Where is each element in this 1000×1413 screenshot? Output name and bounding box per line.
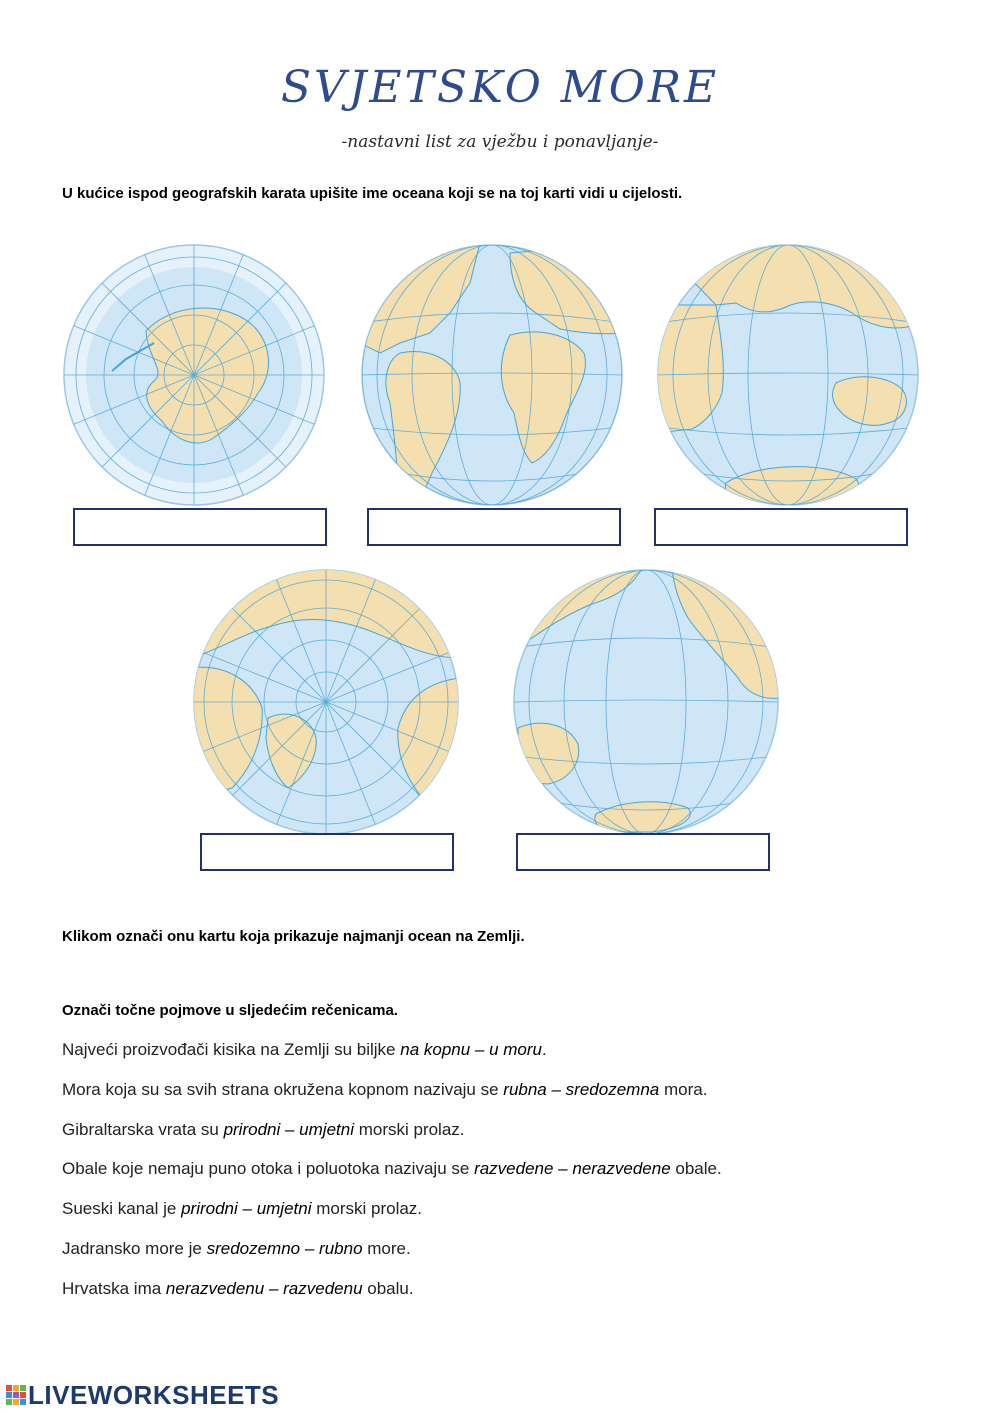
sentence-row <box>62 1040 547 1060</box>
answer-box-arctic[interactable] <box>200 833 454 871</box>
sentence-row <box>62 1120 465 1140</box>
sentence-text-before: Najveći proizvođači kisika na Zemlji su biljke <box>62 1040 401 1059</box>
globe-indian-map[interactable] <box>656 243 920 507</box>
sentence-text-before: Sueski kanal je <box>62 1199 182 1218</box>
globe-arctic-map[interactable] <box>192 568 460 836</box>
sentence-row <box>62 1199 422 1219</box>
choice-option-b[interactable]: umjetni <box>299 1120 354 1139</box>
sentence-text-before: Obale koje nemaju puno otoka i poluotoka nazivaju se <box>62 1159 475 1178</box>
choice-option-b[interactable]: sredozemna <box>565 1080 660 1099</box>
choice-separator: – <box>280 1120 300 1139</box>
sentence-text-before: Gibraltarska vrata su <box>62 1120 224 1139</box>
choice-option-a[interactable]: prirodni <box>223 1120 281 1139</box>
choice-separator: – <box>553 1159 573 1178</box>
choice-separator: – <box>546 1080 566 1099</box>
sentence-text-after: mora. <box>659 1080 708 1099</box>
sentence-text-after: morski prolaz. <box>353 1120 465 1139</box>
choice-option-b[interactable]: umjetni <box>256 1199 312 1218</box>
choice-option-a[interactable]: rubna <box>503 1080 547 1099</box>
sentence-text-before: Jadransko more je <box>62 1239 207 1258</box>
answer-box-south-pole[interactable] <box>73 508 327 546</box>
choice-separator: – <box>264 1279 284 1298</box>
liveworksheets-logo <box>6 1380 279 1411</box>
answer-box-pacific[interactable] <box>516 833 770 871</box>
liveworksheets-logo-icon <box>6 1383 26 1409</box>
sentence-row <box>62 1159 722 1179</box>
choice-separator: – <box>470 1040 490 1059</box>
page-title: SVJETSKO MORE <box>280 62 720 113</box>
choice-option-b[interactable]: rubno <box>319 1239 363 1258</box>
choice-option-a[interactable]: nerazvedenu <box>165 1279 265 1298</box>
choice-option-a[interactable]: na kopnu <box>400 1040 471 1059</box>
choice-option-b[interactable]: nerazvedene <box>572 1159 671 1178</box>
logo-text: LIVEWORKSHEETS <box>28 1380 280 1410</box>
task2-instruction: Klikom označi onu kartu koja prikazuje najmanji ocean na Zemlji. <box>62 928 525 945</box>
choice-option-b[interactable]: razvedenu <box>283 1279 363 1298</box>
choice-separator: – <box>300 1239 320 1258</box>
choice-option-a[interactable]: razvedene <box>474 1159 554 1178</box>
sentence-text-after: obalu. <box>362 1279 414 1298</box>
sentence-text-before: Hrvatska ima <box>62 1279 166 1298</box>
sentence-text-before: Mora koja su sa svih strana okružena kopnom nazivaju se <box>62 1080 504 1099</box>
choice-separator: – <box>237 1199 257 1218</box>
sentence-row <box>62 1279 414 1299</box>
sentence-text-after: morski prolaz. <box>311 1199 423 1218</box>
answer-box-atlantic[interactable] <box>367 508 621 546</box>
sentence-row <box>62 1080 707 1100</box>
answer-box-indian[interactable] <box>654 508 908 546</box>
sentence-text-after: obale. <box>670 1159 722 1178</box>
globe-pacific-map[interactable] <box>512 568 780 836</box>
globe-south-pole-map[interactable] <box>62 243 326 507</box>
choice-option-b[interactable]: u moru <box>489 1040 543 1059</box>
sentence-row <box>62 1239 411 1259</box>
task3-instruction: Označi točne pojmove u sljedećim rečenicama. <box>62 1002 398 1019</box>
globe-atlantic-map[interactable] <box>360 243 624 507</box>
sentence-text-after: more. <box>362 1239 411 1258</box>
sentence-text-after: . <box>542 1040 547 1059</box>
choice-option-a[interactable]: sredozemno <box>206 1239 301 1258</box>
page-subtitle: -nastavni list za vježbu i ponavljanje- <box>341 132 659 152</box>
task1-instruction: U kućice ispod geografskih karata upišite ime oceana koji se na toj karti vidi u cijelosti. <box>62 185 683 202</box>
choice-option-a[interactable]: prirodni <box>181 1199 238 1218</box>
